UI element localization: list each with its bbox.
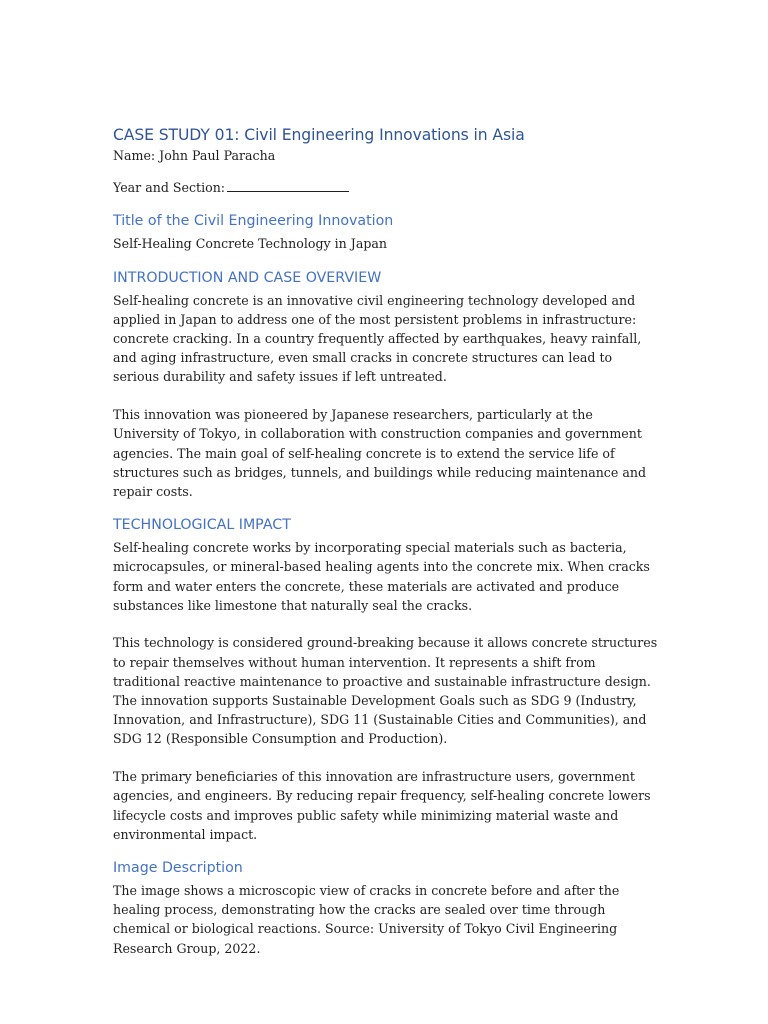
technological-impact-paragraph: The primary beneficiaries of this innovation are infrastructure users, government agencies, and engineers. By reducing repair frequency, self-healing concrete lowers lifecycle costs and improves public safety while minimizing material waste and environmental impact.: [113, 769, 651, 842]
introduction-heading: INTRODUCTION AND CASE OVERVIEW: [113, 269, 382, 286]
year-section-line: [113, 178, 658, 197]
spacer: [113, 165, 658, 178]
spacer: [113, 501, 658, 515]
document-title: CASE STUDY 01: Civil Engineering Innovations in Asia: [113, 126, 525, 144]
image-description-heading: Image Description: [113, 859, 243, 876]
technological-impact-paragraph: This technology is considered ground-breaking because it allows concrete structures to repair themselves without human intervention. It represents a shift from traditional reactive maintenance to proactive and sustainable infrastructure design. The innovation supports Sustainable Development Goals such as SDG 9 (Industry, Innovation, and Infrastructure), SDG 11 (Sustainable Cities and Communities), and SDG 12 (Responsible Consumption and Production).: [113, 635, 658, 747]
introduction-paragraph: Self-healing concrete is an innovative civil engineering technology developed and applied in Japan to address one of the most persistent problems in infrastructure: concrete cracking. In a country frequently affected by earthquakes, heavy rainfall, and aging infrastructure, even small cracks in concrete structures can lead to serious durability and safety issues if left untreated.: [113, 292, 642, 385]
introduction-paragraph: This innovation was pioneered by Japanese researchers, particularly at the University of Tokyo, in collaboration with construction companies and government agencies. The main goal of self-healing concrete is to extend the service life of structures such as bridges, tunnels, and buildings while reducing maintenance and repair costs.: [113, 407, 647, 499]
spacer: [113, 254, 658, 268]
spacer: [113, 844, 658, 858]
innovation-title-heading: Title of the Civil Engineering Innovation: [113, 213, 394, 230]
spacer: [113, 387, 658, 406]
year-section-label: Year and Section:: [113, 180, 226, 196]
spacer: [113, 197, 658, 211]
document-page: [113, 124, 658, 958]
image-description-body: The image shows a microscopic view of cracks in concrete before and after the healing process, demonstrating how the cracks are sealed over time through chemical or biological reactions. Source: University of Tokyo Civil Engineering Research Group, 2022.: [113, 882, 620, 956]
year-section-blank: [227, 179, 349, 192]
technological-impact-paragraph: Self-healing concrete works by incorporating special materials such as bacteria, microcapsules, or mineral-based healing agents into the concrete mix. When cracks form and water enters the concrete, these materials are activated and produce substances like limestone that naturally seal the cracks.: [113, 540, 650, 613]
technological-impact-heading: TECHNOLOGICAL IMPACT: [113, 517, 291, 534]
spacer: [113, 615, 658, 634]
spacer: [113, 749, 658, 768]
name-line: Name: John Paul Paracha: [113, 148, 276, 163]
innovation-title-body: Self-Healing Concrete Technology in Japan: [113, 236, 388, 252]
